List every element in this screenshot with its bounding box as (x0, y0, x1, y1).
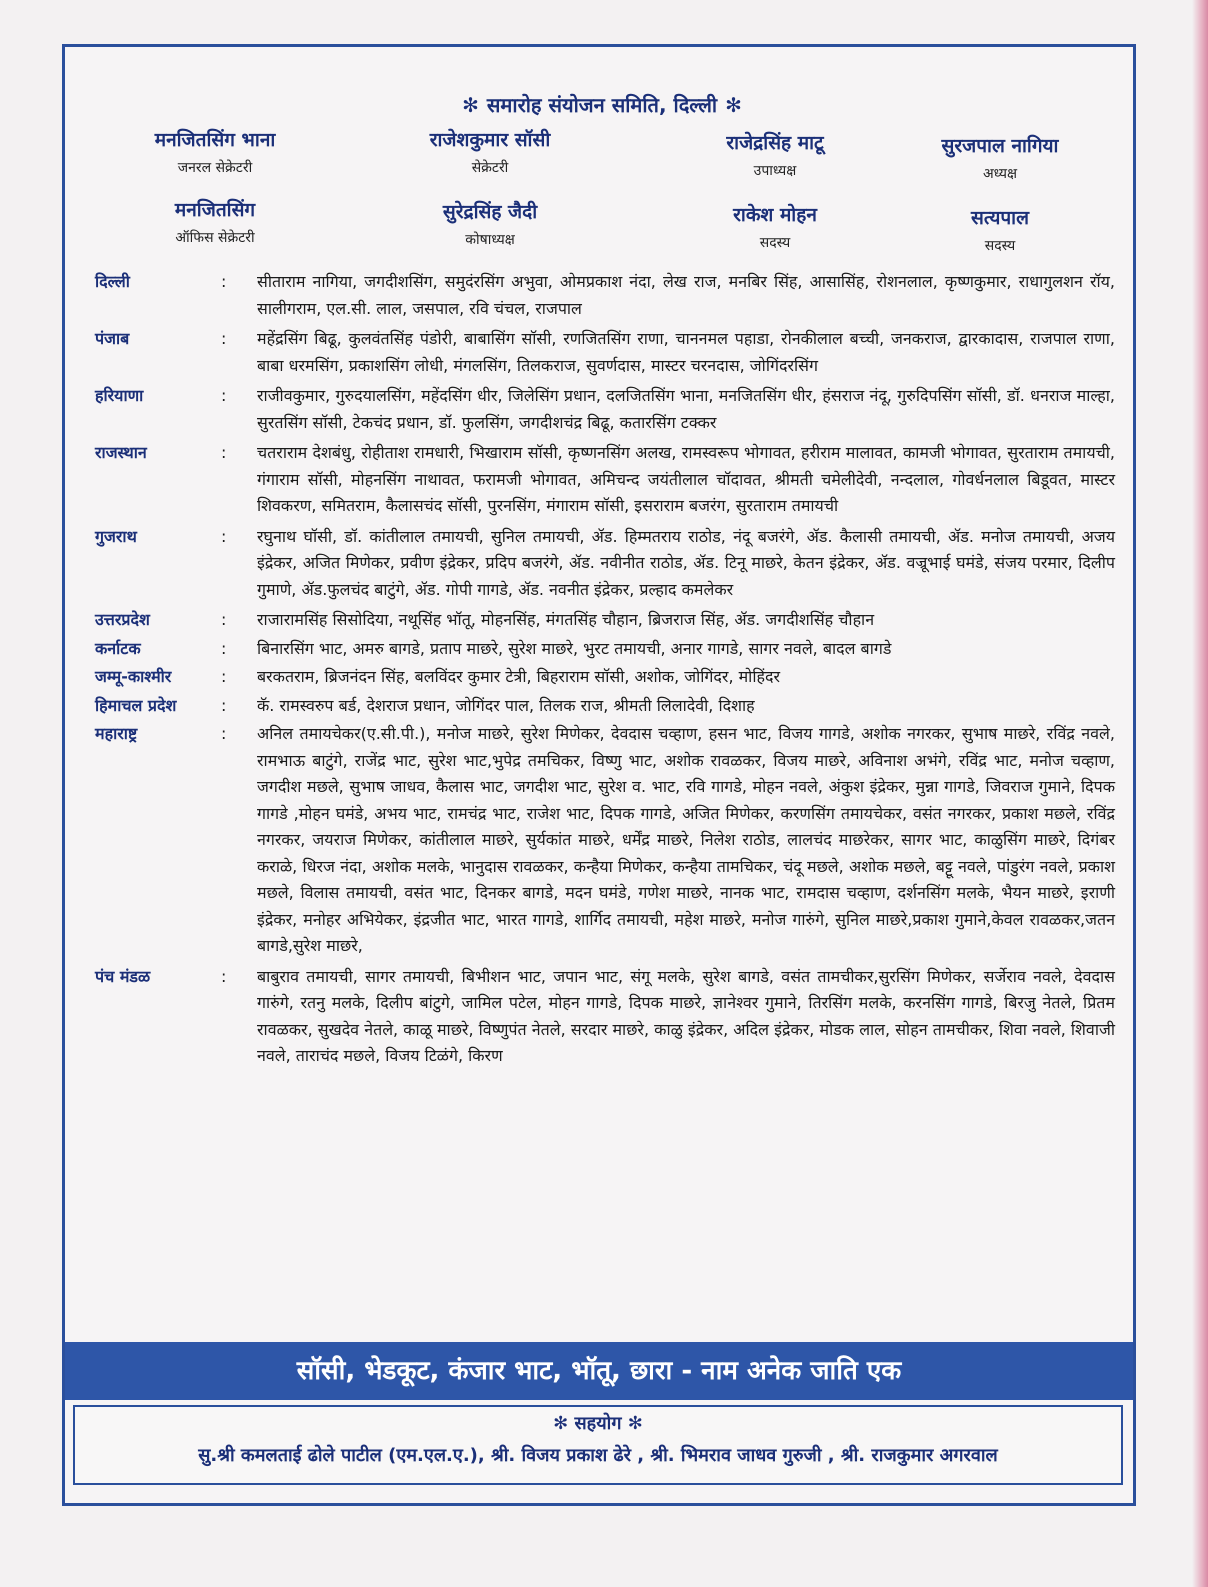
officer-office-secretary (75, 197, 355, 249)
officer-name: मनजितसिंग भाना (154, 129, 276, 151)
asterisk-icon: ✻ (621, 1413, 643, 1434)
officer-general-secretary (75, 127, 355, 179)
document-frame (62, 44, 1136, 1506)
support-names: सु.श्री कमलताई ढोले पाटील (एम.एल.ए.), श्री. विजय प्रकाश ढेरे , श्री. भिमराव जाधव गुरुजी , श्री. राजकुमार अगरवाल (198, 1445, 998, 1466)
officer-role: उपाध्यक्ष (753, 163, 797, 179)
asterisk-icon: ✻ (553, 1413, 575, 1434)
officer-president (860, 133, 1140, 185)
slogan-banner: सॉसी, भेडकूट, कंजार भाट, भॉतू, छारा - नाम अनेक जाति एक (65, 1342, 1133, 1400)
support-title (75, 1409, 1121, 1439)
officer-role: सदस्य (984, 238, 1016, 254)
state-members: बरकतराम, ब्रिजनंदन सिंह, बलविंदर कुमार टेत्री, बिहराराम सॉसी, अशोक, जोगिंदर, मोहिंदर (257, 667, 781, 686)
colon: : (221, 638, 227, 658)
state-name: पंच मंडळ (95, 966, 151, 986)
state-members: चतराराम देशबंधु, रोहीताश रामधारी, भिखाराम सॉसी, कृष्णनसिंग अलख, रामस्वरूप भोगावत, हरीराम मालावत, कामजी भोगावत, सुरताराम तमायची, गंगाराम सॉसी, मोहनसिंग नाथावत, फरामजी भोगावत, अमिचन्द जयंतीलाल चॉदावत, श्रीमती चमेलीदेवी, नन्दलाल, गोवर्धनलाल बिडूवत, मास्टर शिवकरण, समितराम, कैलासचंद सॉसी, पुरनसिंग, मंगाराम सॉसी, इसराराम बजरंग, सुरताराम तमायची (257, 443, 1115, 515)
officer-name: सुरेद्रसिंह जैदी (442, 201, 538, 223)
state-name: हिमाचल प्रदेश (95, 695, 177, 715)
state-members: सीताराम नागिया, जगदीशसिंग, समुदंरसिंग अभुवा, ओमप्रकाश नंदा, लेख राज, मनबिर सिंह, आसासिंह, रोशनलाल, कृष्णकुमार, राधागुलशन रॉय, सालीगराम, एल.सी. लाल, जसपाल, रवि चंचल, राजपाल (257, 272, 1115, 318)
colon: : (221, 695, 227, 715)
officer-role: सदस्य (759, 235, 791, 251)
state-members: महेंद्रसिंग बिढू, कुलवंतसिंह पंडोरी, बाबासिंग सॉसी, रणजितसिंग राणा, चाननमल पहाडा, रोनकीलाल बच्ची, जनकराज, द्वारकादास, राजपाल राणा, बाबा धरमसिंग, प्रकाशसिंग लोधी, मंगलसिंग, तिलकराज, सुवर्णदास, मास्टर चरनदास, जोगिंदरसिंग (257, 329, 1115, 375)
state-members: राजारामसिंह सिसोदिया, नथूसिंह भॉतू, मोहनसिंह, मंगतसिंह चौहान, ब्रिजराज सिंह, ॲड. जगदीशसिंह चौहान (257, 610, 875, 629)
committee-title-text: समारोह संयोजन समिति, दिल्ली (486, 93, 718, 117)
officer-role: ऑफिस सेक्रेटरी (175, 230, 255, 246)
state-row-gujarat (95, 524, 1115, 604)
asterisk-icon: ✻ (462, 93, 479, 117)
support-box (73, 1405, 1123, 1485)
state-members: अनिल तमायचेकर(ए.सी.पी.), मनोज माछरे, सुरेश मिणेकर, देवदास चव्हाण, हसन भाट, विजय गागडे, अशोक नगरकर, सुभाष माछरे, रविंद्र नवले, रामभाऊ बाटुंगे, राजेंद्र भाट, सुरेश भाट,भुपेद्र तमचिकर, विष्णु भाट, अशोक रावळकर, विजय माछरे, अविनाश अभंगे, रविंद्र भाट, मनोज चव्हाण, जगदीश मछले, सुभाष जाधव, कैलास भाट, जगदीश भाट, सुरेश व. भाट, रवि गागडे, मोहन नवले, अंकुश इंद्रेकर, मुन्ना गागडे, जिवराज गुमाने, दिपक गागडे ,मोहन घमंडे, अभय भाट, रामचंद्र भाट, राजेश भाट, दिपक गागडे, अजित मिणेकर, करणसिंग तमायचेकर, वसंत नगरकर, प्रकाश मछले, रविंद्र नगरकर, जयराज मिणेकर, कांतीलाल माछरे, सुर्यकांत माछरे, धर्मेंद्र माछरे, निलेश राठोड, लालचंद माछरेकर, सागर भाट, काळुसिंग माछरे, दिगंबर कराळे, धिरज नंदा, अशोक मलके, भानुदास रावळकर, कन्हैया मिणेकर, कन्हैया तामचिकर, चंदू मछले, अशोक मछले, बट्टू नवले, पांडुरंग नवले, प्रकाश मछले, विलास तमायची, वसंत भाट, दिनकर बागडे, मदन घमंडे, गणेश माछरे, नानक भाट, रामदास चव्हाण, दर्शनसिंग मलके, भैयन माछरे, इराणी इंद्रेकर, मनोहर अभियेकर, इंद्रजीत भाट, भारत गागडे, शार्गिद तमायची, महेश माछरे, मनोज गारुंगे, सुनिल माछरे,प्रकाश गुमाने,केवल रावळकर,जतन बागडे,सुरेश माछरे, (257, 724, 1115, 955)
state-name: महाराष्ट्र (95, 724, 138, 743)
officer-treasurer (350, 199, 630, 251)
colon: : (221, 667, 227, 686)
officer-role: सेक्रेटरी (471, 160, 509, 176)
officer-name: राजेद्रसिंह माटू (726, 132, 824, 154)
state-row-karnataka (95, 636, 1115, 663)
state-row-punjab (95, 326, 1115, 379)
state-name: जम्मू-काश्मीर (95, 667, 172, 686)
colon: : (221, 724, 227, 743)
colon: : (221, 443, 227, 462)
state-members: रघुनाथ घॉसी, डॉ. कांतीलाल तमायची, सुनिल तमायची, ॲड. हिम्मतराय राठोड, नंदू बजरंगे, ॲड. कैलासी तमायची, ॲड. मनोज तमायची, अजय इंद्रेकर, अजित मिणेकर, प्रवीण इंद्रेकर, प्रदिप बजरंगे, ॲड. नवीनीत राठोड, ॲड. टिनू माछरे, केतन इंद्रेकर, ॲड. वज्रूभाई घमंडे, संजय परमार, दिलीप गुमाणे, ॲड.फुलचंद बाटुंगे, ॲड. गोपी गागडे, ॲड. नवनीत इंद्रेकर, प्रल्हाद कमलेकर (257, 526, 1115, 599)
colon: : (221, 610, 227, 629)
state-row-haryana (95, 383, 1115, 436)
officer-name: मनजितसिंग (174, 199, 256, 221)
state-row-panch-mandal (95, 964, 1115, 1070)
state-row-jammu-kashmir (95, 664, 1115, 691)
asterisk-icon: ✻ (725, 93, 742, 117)
state-row-himachal-pradesh (95, 693, 1115, 720)
committee-title (65, 91, 1139, 118)
state-row-rajasthan (95, 440, 1115, 520)
state-name: पंजाब (95, 329, 130, 348)
state-name: राजस्थान (95, 443, 147, 462)
state-name: गुजराथ (95, 526, 137, 546)
state-row-delhi (95, 269, 1115, 322)
colon: : (221, 329, 227, 348)
state-members: कॅ. रामस्वरुप बर्ड, देशराज प्रधान, जोगिंदर पाल, तिलक राज, श्रीमती लिलादेवी, दिशाह (257, 695, 755, 715)
officer-role: जनरल सेक्रेटरी (177, 160, 253, 176)
officer-role: अध्यक्ष (982, 166, 1018, 182)
state-row-maharashtra (95, 721, 1115, 960)
officer-member (860, 205, 1140, 257)
officer-secretary (350, 127, 630, 179)
state-name: उत्तरप्रदेश (95, 610, 150, 629)
support-title-text: सहयोग (574, 1413, 622, 1434)
state-members-list (95, 269, 1115, 1070)
colon: : (221, 966, 227, 986)
officer-name: सत्यपाल (971, 207, 1029, 229)
officer-name: राकेश मोहन (733, 204, 817, 226)
state-name: कर्नाटक (95, 638, 141, 658)
state-row-uttar-pradesh (95, 607, 1115, 634)
colon: : (221, 272, 227, 291)
state-name: हरियाणा (95, 386, 144, 405)
colon: : (221, 526, 227, 546)
state-members: बिनारसिंग भाट, अमरु बागडे, प्रताप माछरे, सुरेश माछरे, भुरट तमायची, अनार गागडे, सागर नवले, बादल बागडे (257, 638, 892, 658)
officer-name: सुरजपाल नागिया (941, 135, 1059, 157)
state-members: बाबुराव तमायची, सागर तमायची, बिभीशन भाट, जपान भाट, संगू मलके, सुरेश बागडे, वसंत तामचीकर,सुरसिंग मिणेकर, सर्जेराव नवले, देवदास गारुंगे, रतनु मलके, दिलीप बांटुगे, जामिल पटेल, मोहन गागडे, दिपक माछरे, ज्ञानेश्वर गुमाने, तिरसिंग मलके, करनसिंग गागडे, बिरजु नेतले, प्रितम रावळकर, सुखदेव नेतले, काळू माछरे, विष्णुपंत नेतले, सरदार माछरे, काळु इंद्रेकर, अदिल इंद्रेकर, मोडक लाल, सोहन तामचीकर, शिवा नवले, शिवाजी नवले, ताराचंद मछले, विजय टिळंगे, किरण (257, 966, 1115, 1065)
state-name: दिल्ली (95, 272, 130, 291)
colon: : (221, 386, 227, 405)
state-members: राजीवकुमार, गुरुदयालसिंग, महेंदसिंग धीर, जिलेसिंग प्रधान, दलजितसिंग भाना, मनजितसिंग धीर, हंसराज नंदू, गुरुदिपसिंग सॉसी, डॉ. धनराज माल्हा, सुरतसिंग सॉसी, टेकचंद प्रधान, डॉ. फुलसिंग, जगदीशचंद्र बिढू, कतारसिंग टक्कर (257, 386, 1115, 432)
officer-role: कोषाध्यक्ष (465, 232, 515, 248)
page-edge (1192, 0, 1208, 1587)
officer-name: राजेशकुमार सॉसी (429, 129, 551, 151)
